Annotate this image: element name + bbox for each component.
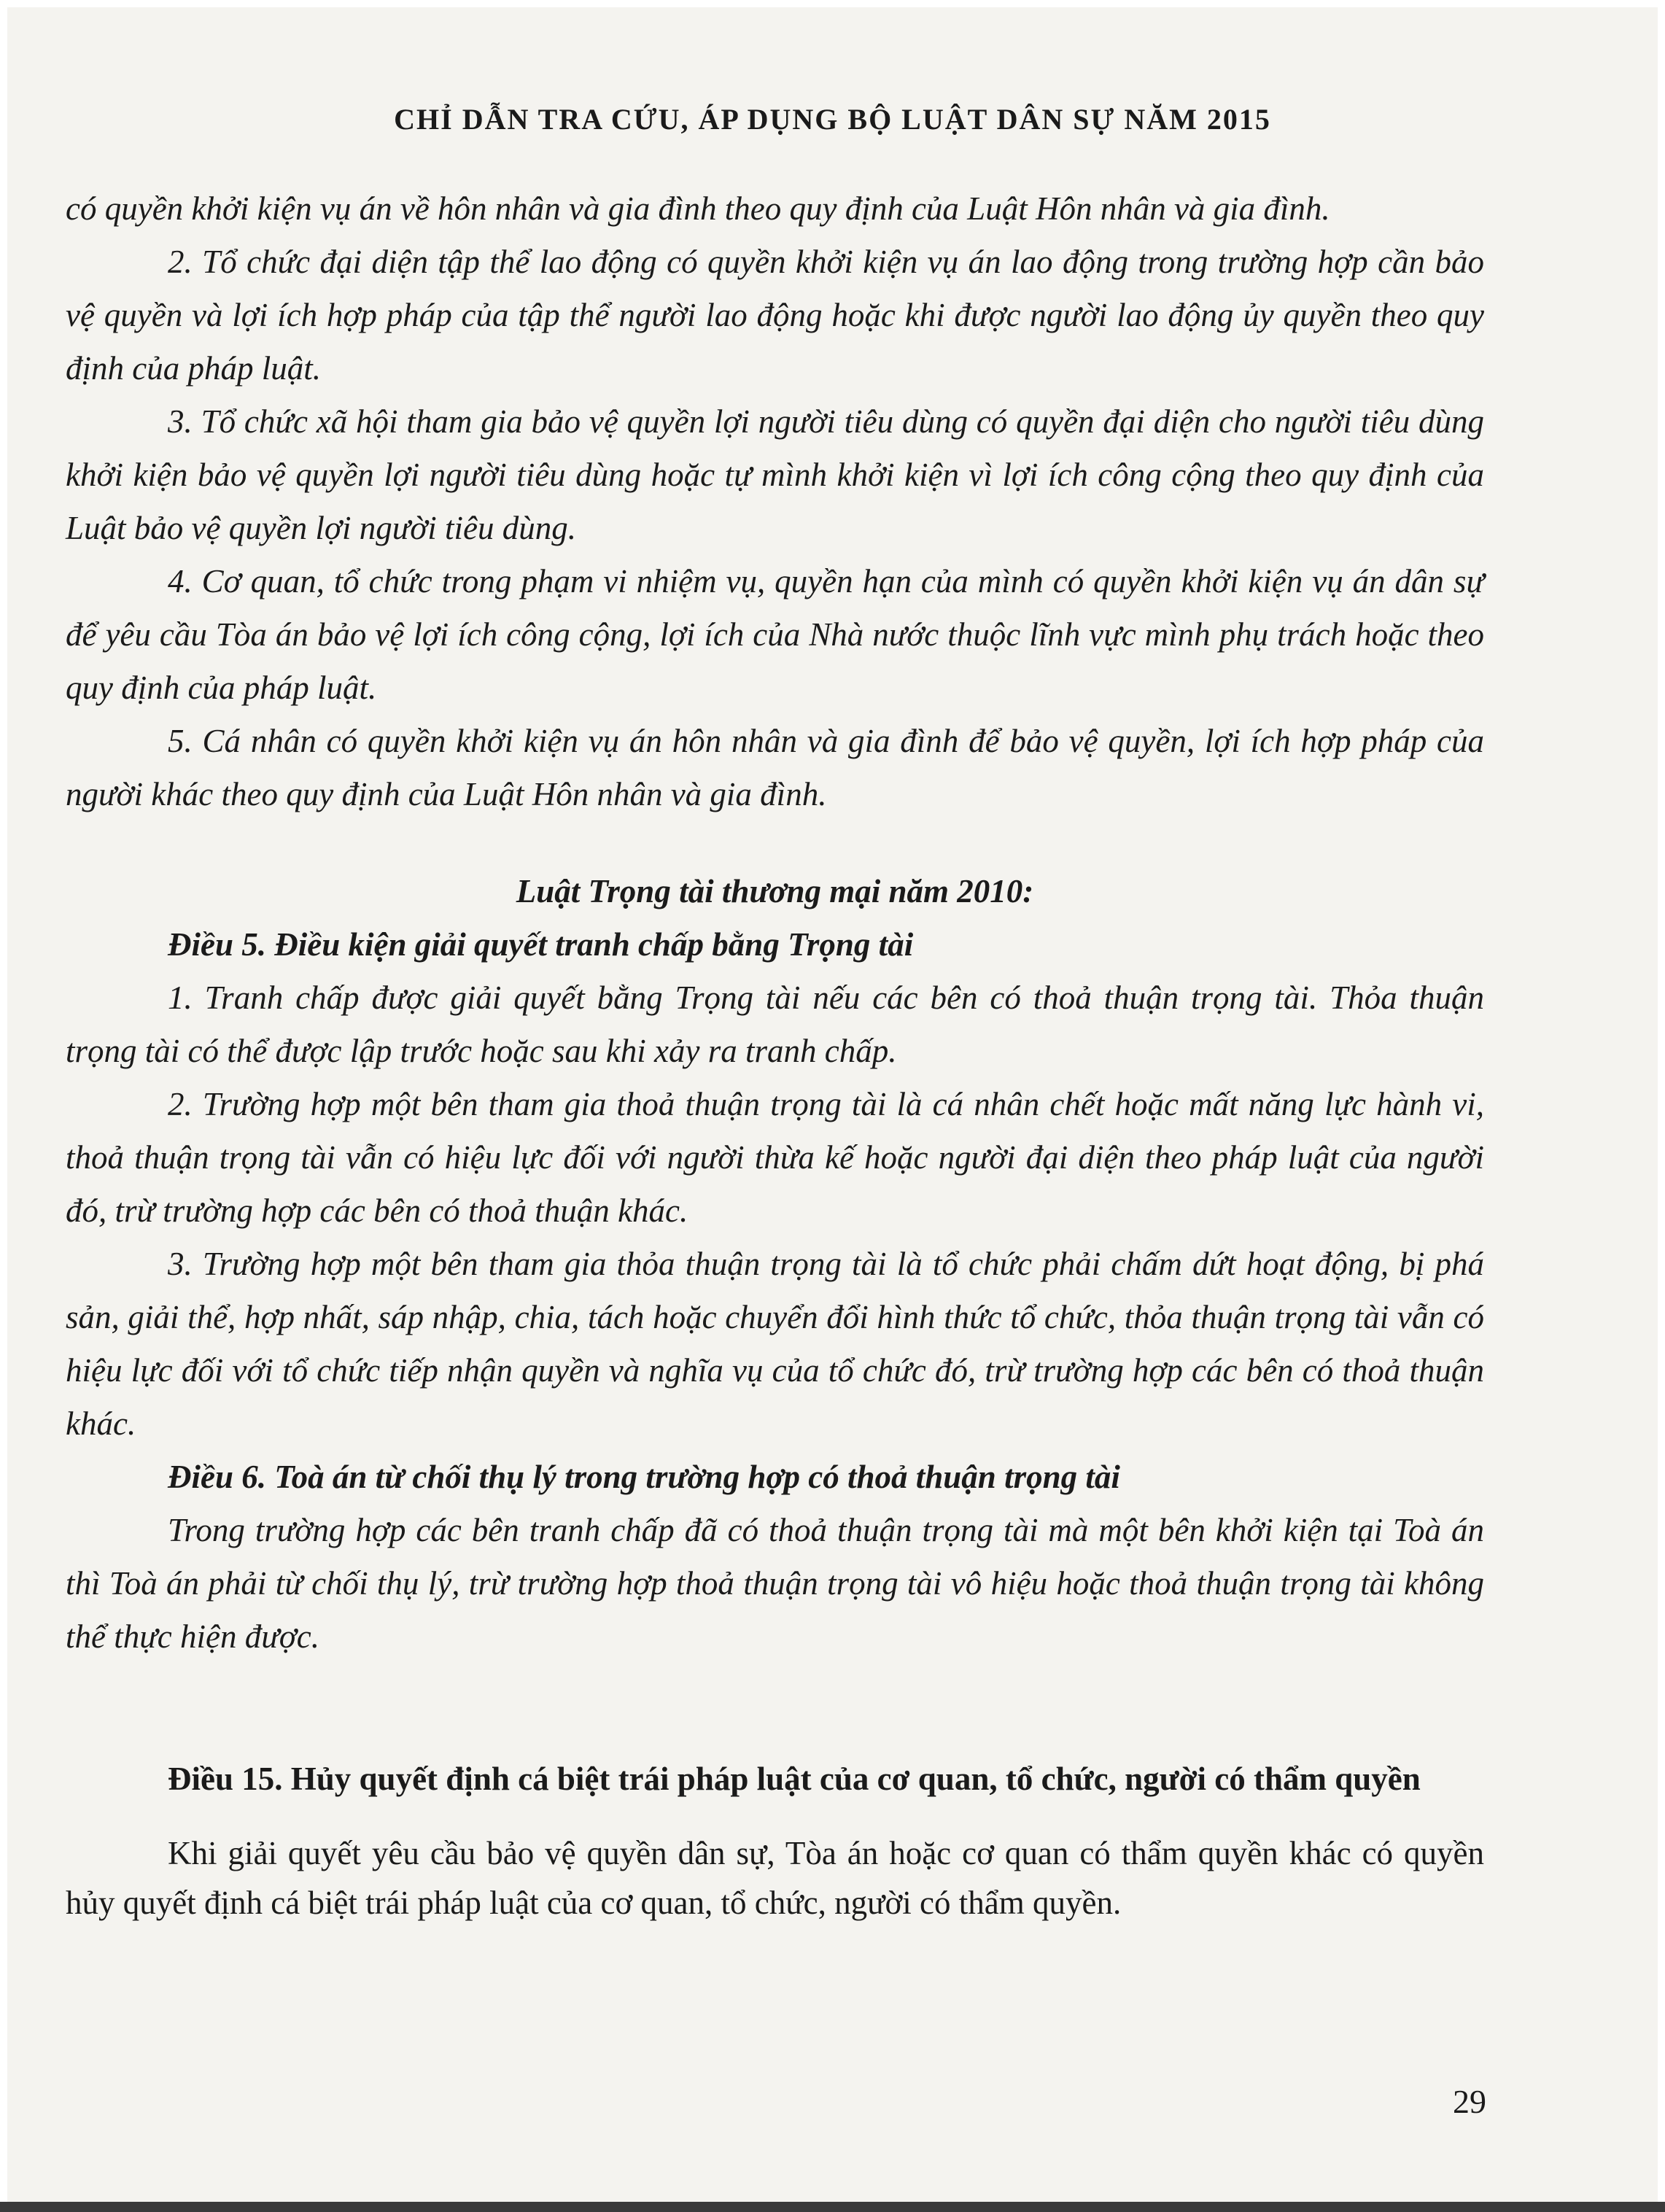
paragraph-clause-5: 5. Cá nhân có quyền khởi kiện vụ án hôn nhân và gia đình để bảo vệ quyền, lợi ích hợp pháp của người khác theo quy định của Luật Hôn nhân và gia đình. <box>66 723 1484 812</box>
page-number: 29 <box>1453 2083 1486 2120</box>
law-title: Luật Trọng tài thương mại năm 2010: <box>516 873 1034 909</box>
paragraph-clause-2: 2. Tổ chức đại diện tập thể lao động có quyền khởi kiện vụ án lao động trong trường hợp cần bảo vệ quyền và lợi ích hợp pháp của tập thể người lao động hoặc khi được người lao động ủy quyền theo quy định của pháp luật. <box>66 244 1484 387</box>
article-6-body: Trong trường hợp các bên tranh chấp đã có thoả thuận trọng tài mà một bên khởi kiện tại Toà án thì Toà án phải từ chối thụ lý, trừ trường hợp thoả thuận trọng tài vô hiệu hoặc thoả thuận trọng tài không thể thực hiện được. <box>66 1512 1484 1655</box>
scan-bottom-edge <box>0 2202 1665 2212</box>
article-5-title: Điều 5. Điều kiện giải quyết tranh chấp bằng Trọng tài <box>168 926 914 963</box>
article-15-body: Khi giải quyết yêu cầu bảo vệ quyền dân sự, Tòa án hoặc cơ quan có thẩm quyền khác có quyền hủy quyết định cá biệt trái pháp luật của cơ quan, tổ chức, người có thẩm quyền. <box>66 1835 1484 1921</box>
article-5-clause-1: 1. Tranh chấp được giải quyết bằng Trọng tài nếu các bên có thoả thuận trọng tài. Thỏa thuận trọng tài có thể được lập trước hoặc sau khi xảy ra tranh chấp. <box>66 979 1484 1069</box>
paragraph-intro: có quyền khởi kiện vụ án về hôn nhân và gia đình theo quy định của Luật Hôn nhân và gia đình. <box>66 190 1330 227</box>
article-5-clause-3: 3. Trường hợp một bên tham gia thỏa thuận trọng tài là tổ chức phải chấm dứt hoạt động, bị phá sản, giải thể, hợp nhất, sáp nhập, chia, tách hoặc chuyển đổi hình thức tổ chức, thỏa thuận trọng tài vẫn có hiệu lực đối với tổ chức tiếp nhận quyền và nghĩa vụ của tổ chức đó, trừ trường hợp các bên có thoả thuận khác. <box>66 1246 1484 1442</box>
article-5-clause-2: 2. Trường hợp một bên tham gia thoả thuận trọng tài là cá nhân chết hoặc mất năng lực hành vi, thoả thuận trọng tài vẫn có hiệu lực đối với người thừa kế hoặc người đại diện theo pháp luật của người đó, trừ trường hợp các bên có thoả thuận khác. <box>66 1086 1484 1229</box>
page-body <box>66 182 1484 1928</box>
running-header: CHỈ DẪN TRA CỨU, ÁP DỤNG BỘ LUẬT DÂN SỰ NĂM 2015 <box>394 103 1271 136</box>
paragraph-clause-3: 3. Tổ chức xã hội tham gia bảo vệ quyền lợi người tiêu dùng có quyền đại diện cho người tiêu dùng khởi kiện bảo vệ quyền lợi người tiêu dùng hoặc tự mình khởi kiện vì lợi ích công cộng theo quy định của Luật bảo vệ quyền lợi người tiêu dùng. <box>66 403 1484 546</box>
paragraph-clause-4: 4. Cơ quan, tổ chức trong phạm vi nhiệm vụ, quyền hạn của mình có quyền khởi kiện vụ án dân sự để yêu cầu Tòa án bảo vệ lợi ích công cộng, lợi ích của Nhà nước thuộc lĩnh vực mình phụ trách hoặc theo quy định của pháp luật. <box>66 563 1484 706</box>
article-15-title: Điều 15. Hủy quyết định cá biệt trái pháp luật của cơ quan, tổ chức, người có thẩm quyền <box>168 1761 1421 1797</box>
article-6-title: Điều 6. Toà án từ chối thụ lý trong trường hợp có thoả thuận trọng tài <box>168 1459 1120 1495</box>
